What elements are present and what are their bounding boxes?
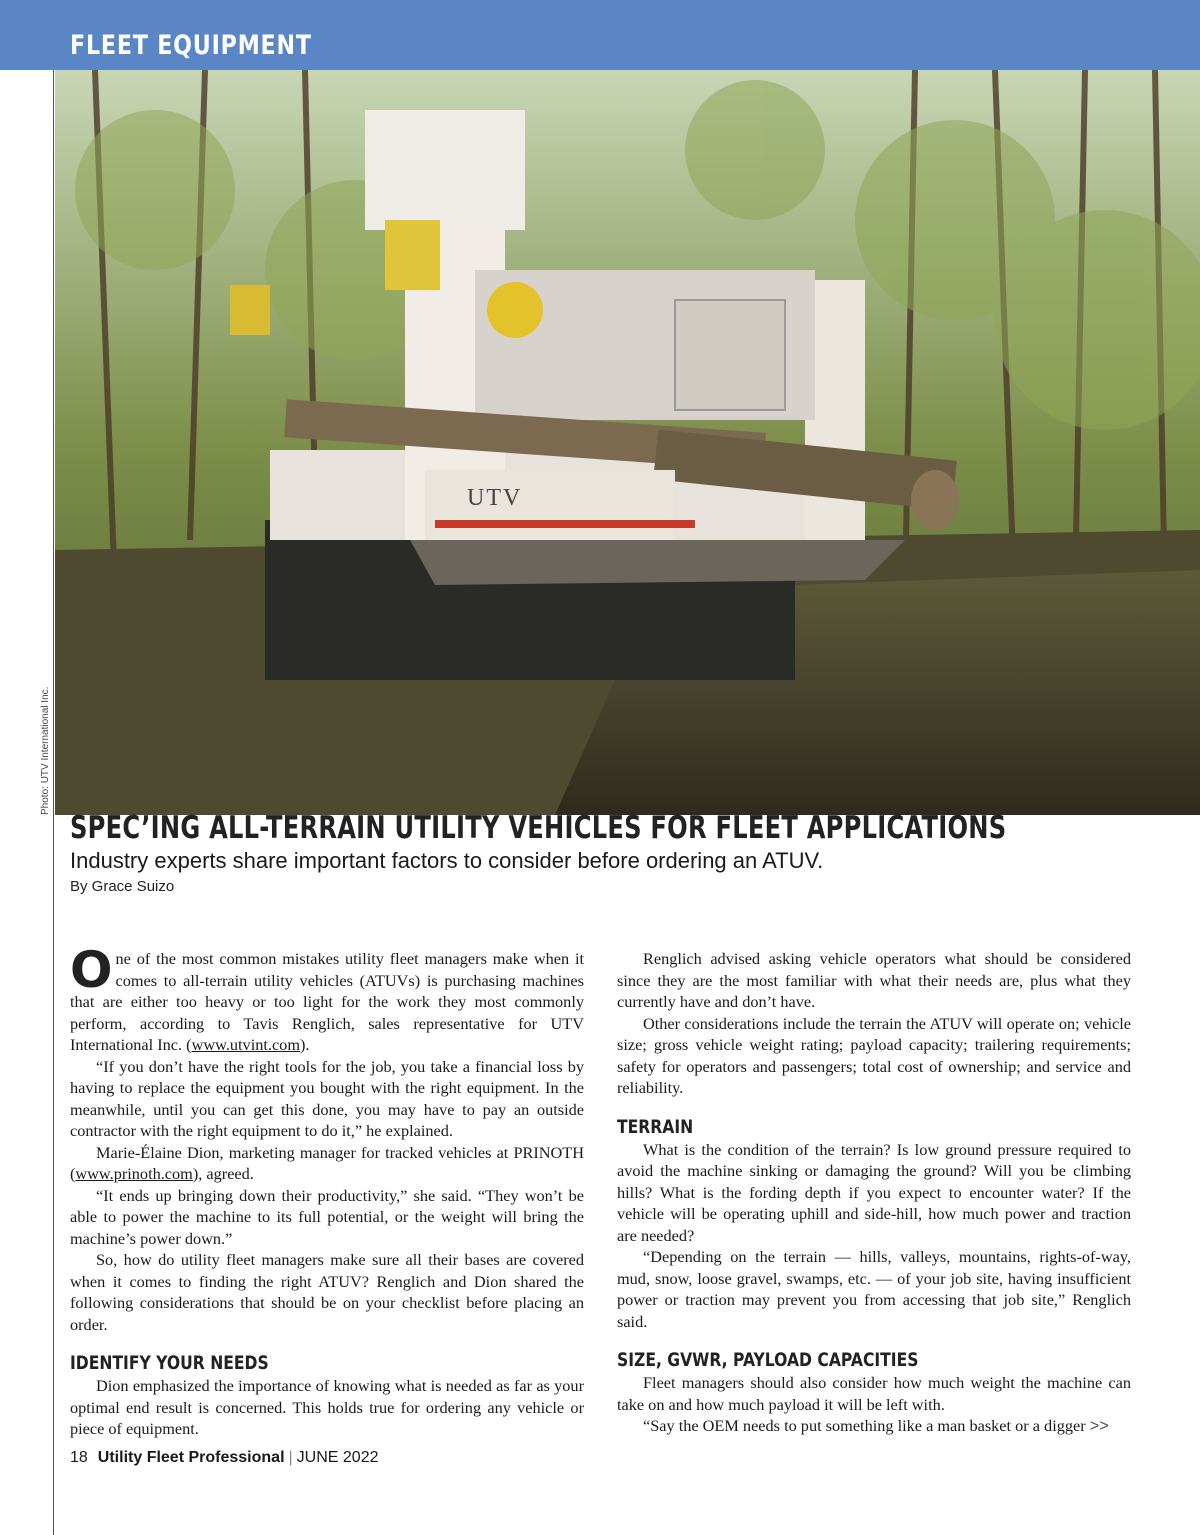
text-run: ne of the most common mistakes utility fleet managers make when it comes to all-terrain utility vehicles (ATUVs) is purchasing machines that are either too heavy or too light for the work they most commonly perform, according to Tavis Renglich, sales representative for UTV International Inc. ( [70, 949, 584, 1054]
continue-arrow-icon: >> [1089, 1417, 1109, 1435]
article-byline: By Grace Suizo [70, 878, 175, 895]
photo-credit: Photo: UTV International Inc. [40, 686, 51, 815]
article-photo [55, 70, 1200, 815]
paragraph: “If you don’t have the right tools for the job, you take a financial loss by having to replace the equipment you bought with the right equipment. In the meanwhile, until you can get this done, you may have to pay an outside contractor with the right equipment to do it,” he explained. [70, 1056, 584, 1140]
drop-cap: O [70, 941, 113, 999]
page-margin-rule [53, 70, 54, 1535]
vehicle-marking: UTV [467, 485, 523, 511]
issue-date: JUNE 2022 [296, 1449, 379, 1466]
text-run: ). [300, 1035, 310, 1054]
paragraph: Other considerations include the terrain the ATUV will operate on; vehicle size; gross vehicle weight rating; payload capacity; trailering requirements; safety for operators and passengers; total cost of ownership; and service and reliability. [617, 1013, 1131, 1097]
text-run: Marie-Élaine Dion, marketing manager for tracked vehicles at PRINOTH ( [70, 1142, 584, 1183]
publication-name: Utility Fleet Professional [97, 1449, 285, 1466]
section-label: FLEET EQUIPMENT [70, 30, 312, 61]
subhead-terrain: TERRAIN [617, 1115, 694, 1138]
footer-separator: | [288, 1449, 293, 1466]
paragraph: “It ends up bringing down their productivity,” she said. “They won’t be able to power the machine to its full potential, or the weight will bring the machine’s power down.” [70, 1185, 584, 1248]
paragraph: What is the condition of the terrain? Is low ground pressure required to avoid the machine sinking or damaging the ground? Will you be climbing hills? What is the fording depth if you expect to encounter water? If the vehicle will be operating uphill and side-hill, how much power and traction are needed? [617, 1139, 1131, 1245]
paragraph [617, 1415, 1131, 1438]
paragraph: So, how do utility fleet managers make sure all their bases are covered when it comes to finding the right ATUV? Renglich and Dion shared the following considerations that should be on your checklist before placing an order. [70, 1250, 584, 1334]
article-deck: Industry experts share important factors to consider before ordering an ATUV. [70, 848, 824, 873]
subhead-size-gvwr: SIZE, GVWR, PAYLOAD CAPACITIES [617, 1349, 919, 1371]
paragraph: Renglich advised asking vehicle operators what should be considered since they are the most familiar with what their needs are, plus what they currently have and don’t have. [617, 949, 1131, 1011]
page-footer [70, 1449, 379, 1467]
prinoth-link[interactable]: www.prinoth.com [75, 1164, 193, 1183]
column-left [70, 941, 584, 1440]
page-number: 18 [70, 1449, 88, 1466]
paragraph: “Depending on the terrain — hills, valleys, mountains, rights-of-way, mud, snow, loose gravel, swamps, etc. — of your job site, having insufficient power or traction may prevent you from accessing that job site,” Renglich said. [617, 1247, 1131, 1331]
subhead-identify-needs: IDENTIFY YOUR NEEDS [70, 1352, 269, 1374]
text-run: “Say the OEM needs to put something like a man basket or a digger [643, 1416, 1086, 1435]
column-right [617, 948, 1131, 1438]
paragraph [70, 1142, 584, 1185]
paragraph [70, 941, 584, 1056]
paragraph: Fleet managers should also consider how much weight the machine can take on and how much payload it will be left with. [617, 1373, 1131, 1414]
text-run: ), agreed. [192, 1164, 254, 1183]
utvint-link[interactable]: www.utvint.com [191, 1035, 300, 1054]
article-headline: SPEC’ING ALL-TERRAIN UTILITY VEHICLES FOR FLEET APPLICATIONS [70, 810, 1007, 846]
paragraph: Dion emphasized the importance of knowing what is needed as far as your optimal end result is concerned. This holds true for ordering any vehicle or piece of equipment. [70, 1376, 584, 1438]
